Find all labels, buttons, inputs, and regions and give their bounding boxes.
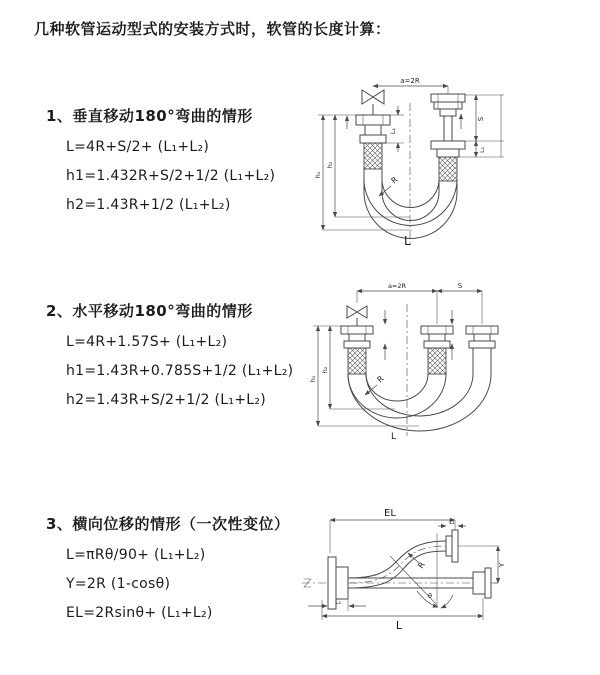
valve-icon [362,90,384,115]
right-flange-fitting-moved [466,326,498,374]
dim-label-a2r: a=2R [400,77,420,85]
dim-label-h2: h₂ [326,161,334,169]
formula-line: L=4R+S/2+ (L₁+L₂) [66,139,210,155]
dim-label-h2: h₂ [321,366,329,374]
angle-label: θ [428,592,432,600]
dim-label-l2: L₂ [335,599,341,606]
dim-label-a2r: a=2R [387,282,407,290]
valve-icon [347,306,367,326]
formula-list [46,133,275,220]
left-flange-fitting [341,326,373,374]
dim-label-l1: L₁ [449,519,455,526]
document-title: 几种软管运动型式的安装方式时，软管的长度计算： [34,20,391,38]
section-vertical-movement [46,105,275,220]
dim-label-l1: L₁ [389,127,397,135]
formula-line: h2=1.43R+1/2 (L₁+L₂) [66,197,231,213]
diagram-horizontal-180-bend [305,278,585,450]
diagram-vertical-180-bend [300,73,590,265]
formula-line: h1=1.43R+0.785S+1/2 (L₁+L₂) [66,363,294,379]
diagram-lateral-displacement [300,505,600,637]
formula-line: L=4R+1.57S+ (L₁+L₂) [66,334,228,350]
right-flange-fitting [431,94,465,181]
left-flange-fitting [356,115,390,169]
middle-flange-fitting [421,326,453,374]
formula-line: EL=2Rsinθ+ (L₁+L₂) [66,605,213,621]
formula-line: L=πRθ/90+ (L₁+L₂) [66,547,206,563]
angle-arc [441,595,453,608]
dim-label-y: Y [498,562,506,568]
section-heading: 2、水平移动180°弯曲的情形 [46,302,253,320]
dim-label-l2: L₂ [479,147,486,153]
section-heading: 1、垂直移动180°弯曲的情形 [46,107,253,125]
dim-label-s: S [457,282,463,290]
formula-line: h2=1.43R+S/2+1/2 (L₁+L₂) [66,392,267,408]
section-lateral-displacement [46,513,289,628]
length-label: L [391,432,397,442]
section-heading: 3、横向位移的情形（一次性变位） [46,515,290,533]
length-label: L [395,619,403,632]
dim-label-h1: h₁ [314,171,322,179]
radius-label: R [389,175,400,186]
formula-line: Y=2R (1-cosθ) [66,576,171,592]
dim-label-s: S [477,116,485,122]
curved-hose [348,530,458,588]
formula-line: h1=1.432R+S/2+1/2 (L₁+L₂) [66,168,276,184]
formula-list [46,328,293,415]
dim-label-el: EL [384,508,396,519]
radius-label: R [375,374,386,385]
formula-list [46,541,289,628]
radius-label: R [416,560,427,571]
dim-label-h1: h₁ [309,375,317,383]
length-label: L [404,234,411,248]
hose-curves [348,374,491,431]
section-horizontal-movement [46,300,293,415]
